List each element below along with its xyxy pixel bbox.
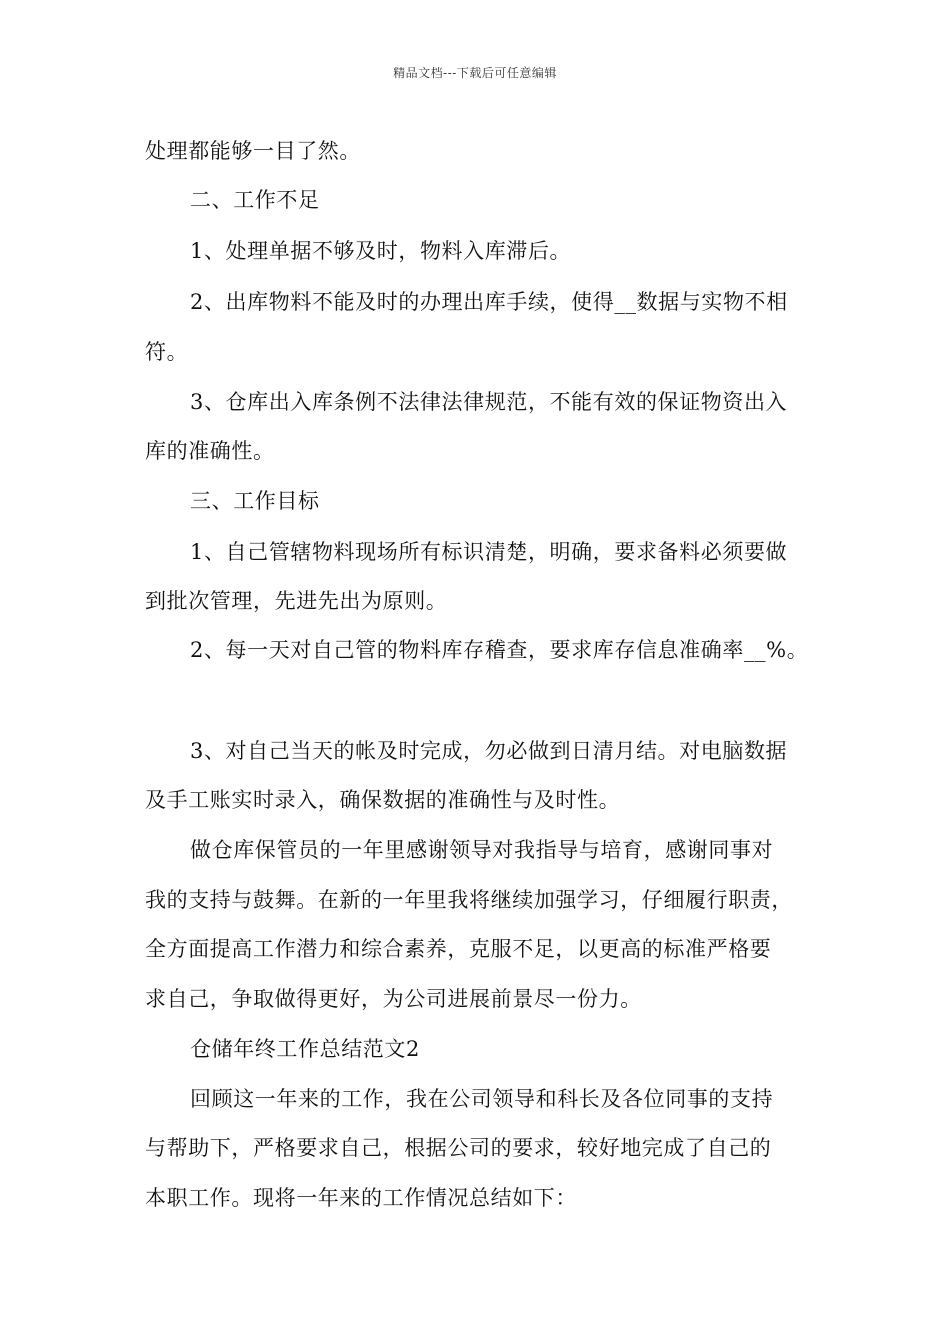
paragraph-line: 求自己，争取做得更好，为公司进展前景尽一份力。 xyxy=(145,987,642,1011)
paragraph-line: 本职工作。现将一年来的工作情况总结如下： xyxy=(145,1186,577,1210)
paragraph-line: 回顾这一年来的工作，我在公司领导和科长及各位同事的支持 xyxy=(190,1087,774,1111)
list-item: 1、处理单据不够及时，物料入库滞后。 xyxy=(190,239,572,263)
paragraph-line: 我的支持与鼓舞。在新的一年里我将继续加强学习，仔细履行职责， xyxy=(145,888,793,912)
text-line: 及手工账实时录入，确保数据的准确性与及时性。 xyxy=(145,788,621,812)
section-heading: 三、工作目标 xyxy=(190,489,320,513)
text-line: 处理都能够一目了然。 xyxy=(145,139,361,163)
list-item: 3、对自己当天的帐及时完成，勿必做到日清月结。对电脑数据 xyxy=(190,739,788,763)
document-title: 仓储年终工作总结范文2 xyxy=(190,1037,420,1061)
paragraph-line: 与帮助下，严格要求自己，根据公司的要求，较好地完成了自己的 xyxy=(145,1136,772,1160)
paragraph-line: 做仓库保管员的一年里感谢领导对我指导与培育，感谢同事对 xyxy=(190,838,774,862)
list-item: 2、每一天对自己管的物料库存稽查，要求库存信息准确率__%。 xyxy=(190,638,809,662)
text-line: 符。 xyxy=(145,340,189,364)
list-item: 3、仓库出入库条例不法律法律规范，不能有效的保证物资出入 xyxy=(190,390,788,414)
list-item: 1、自己管辖物料现场所有标识清楚，明确，要求备料必须要做 xyxy=(190,540,788,564)
list-item: 2、出库物料不能及时的办理出库手续，使得__数据与实物不相 xyxy=(190,290,788,314)
page-header: 精品文档---下载后可任意编辑 xyxy=(393,66,557,80)
paragraph-line: 全方面提高工作潜力和综合素养，克服不足，以更高的标准严格要 xyxy=(145,937,772,961)
text-line: 库的准确性。 xyxy=(145,439,275,463)
text-line: 到批次管理，先进先出为原则。 xyxy=(145,589,448,613)
section-heading: 二、工作不足 xyxy=(190,188,320,212)
